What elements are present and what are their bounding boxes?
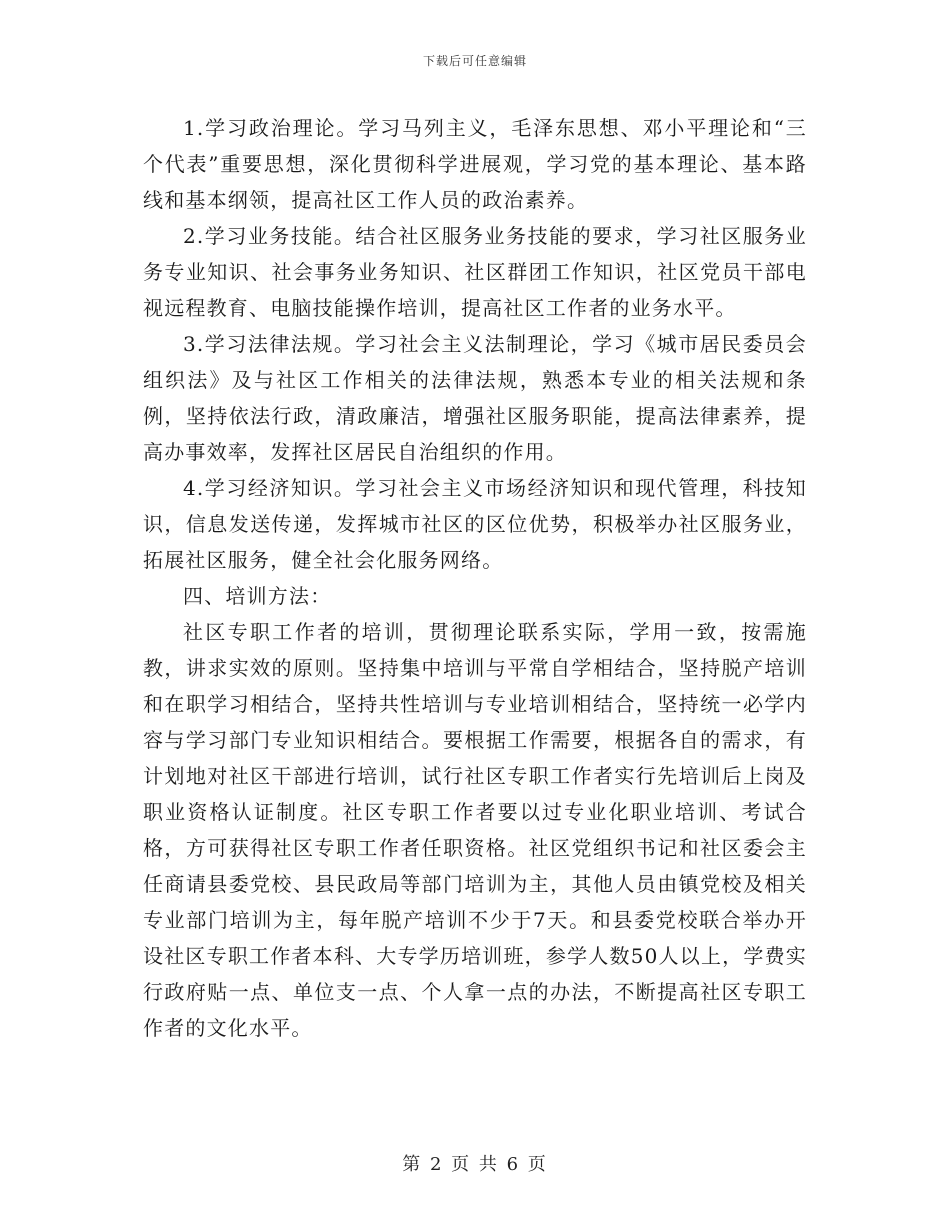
- page-number: 第 2 页 共 6 页: [402, 1154, 548, 1175]
- paragraph-study-politics: 1.学习政治理论。学习马列主义，毛泽东思想、邓小平理论和“三个代表”重要思想，深化贯彻科学进展观，学习党的基本理论、基本路线和基本纲领，提高社区工作人员的政治素养。: [143, 116, 807, 212]
- paragraph-study-business-skills: 2.学习业务技能。结合社区服务业务技能的要求，学习社区服务业务专业知识、社会事务业务知识、社区群团工作知识，社区党员干部电视远程教育、电脑技能操作培训，提高社区工作者的业务水平。: [143, 224, 807, 320]
- section-heading-training-methods: 四、培训方法：: [183, 584, 332, 608]
- page-header: 下载后可任意编辑: [422, 54, 527, 68]
- document-body: [143, 110, 807, 1046]
- paragraph-study-economics: 4.学习经济知识。学习社会主义市场经济知识和现代管理，科技知识，信息发送传递，发挥城市社区的区位优势，积极举办社区服务业，拓展社区服务，健全社会化服务网络。: [143, 476, 807, 572]
- paragraph-training-methods: 社区专职工作者的培训，贯彻理论联系实际，学用一致，按需施教，讲求实效的原则。坚持集中培训与平常自学相结合，坚持脱产培训和在职学习相结合，坚持共性培训与专业培训相结合，坚持统一必学内容与学习部门专业知识相结合。要根据工作需要，根据各自的需求，有计划地对社区干部进行培训，试行社区专职工作者实行先培训后上岗及职业资格认证制度。社区专职工作者要以过专业化职业培训、考试合格，方可获得社区专职工作者任职资格。社区党组织书记和社区委会主任商请县委党校、县民政局等部门培训为主，其他人员由镇党校及相关专业部门培训为主，每年脱产培训不少于7天。和县委党校联合举办开设社区专职工作者本科、大专学历培训班，参学人数50人以上，学费实行政府贴一点、单位支一点、个人拿一点的办法，不断提高社区专职工作者的文化水平。: [143, 620, 807, 1040]
- paragraph-study-law: 3.学习法律法规。学习社会主义法制理论，学习《城市居民委员会组织法》及与社区工作相关的法律法规，熟悉本专业的相关法规和条例，坚持依法行政，清政廉洁，增强社区服务职能，提高法律素养，提高办事效率，发挥社区居民自治组织的作用。: [143, 332, 807, 464]
